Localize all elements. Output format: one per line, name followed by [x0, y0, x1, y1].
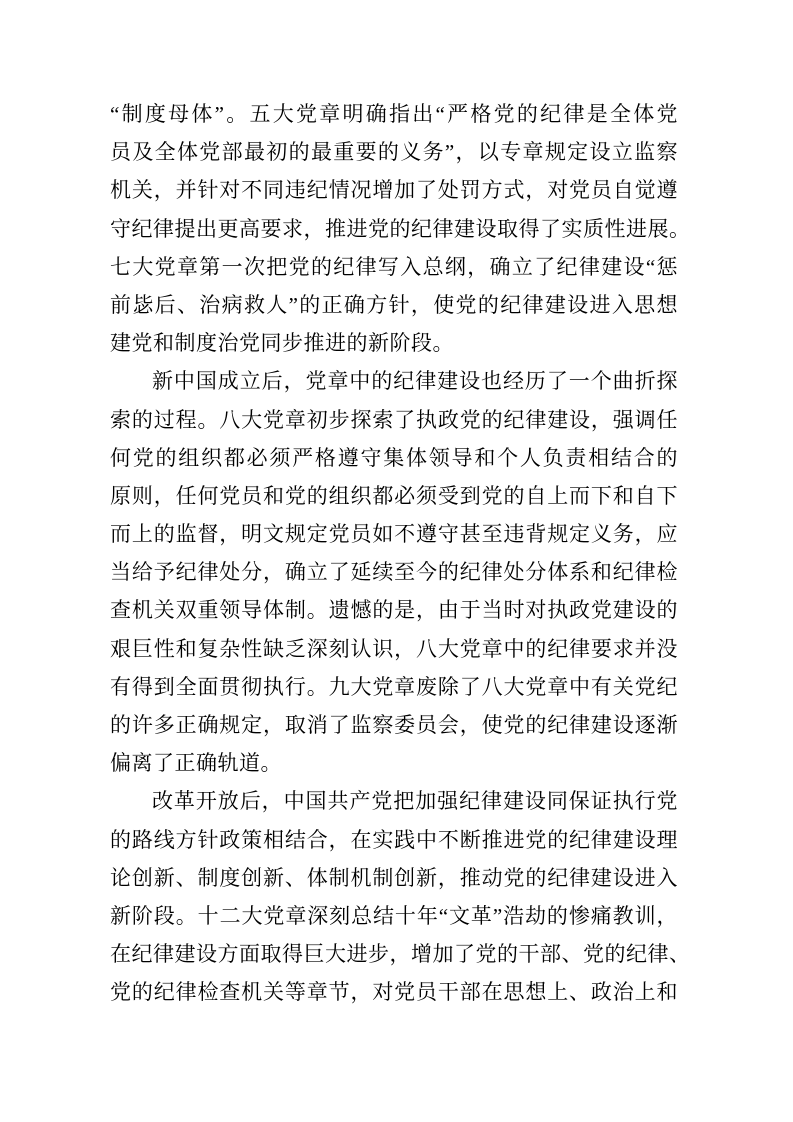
document-text-block	[110, 95, 691, 1012]
text-line: 在纪律建设方面取得巨大进步，增加了党的干部、党的纪律、	[110, 942, 691, 967]
text-line: 何党的组织都必须严格遵守集体领导和个人负责相结合的	[110, 445, 678, 470]
text-line: 改革开放后，中国共产党把加强纪律建设同保证执行党	[152, 789, 678, 814]
text-line: 新中国成立后，党章中的纪律建设也经历了一个曲折探	[152, 369, 678, 394]
text-line: 党的纪律检查机关等章节，对党员干部在思想上、政治上和	[110, 980, 678, 1005]
text-line: 机关，并针对不同违纪情况增加了处罚方式，对党员自觉遵	[110, 178, 678, 203]
text-line: “制度母体”。五大党章明确指出“严格党的纪律是全体党	[110, 102, 678, 126]
text-line: 艰巨性和复杂性缺乏深刻认识，八大党章中的纪律要求并没	[110, 636, 678, 661]
text-line: 建党和制度治党同步推进的新阶段。	[110, 331, 454, 356]
text-line: 的许多正确规定，取消了监察委员会，使党的纪律建设逐渐	[110, 713, 678, 737]
text-line: 查机关双重领导体制。遗憾的是，由于当时对执政党建设的	[110, 598, 678, 623]
text-line: 有得到全面贯彻执行。九大党章废除了八大党章中有关党纪	[110, 674, 678, 699]
paragraph	[110, 362, 678, 782]
text-line: 当给予纪律处分，确立了延续至今的纪律处分体系和纪律检	[110, 560, 678, 585]
text-line: 新阶段。十二大党章深刻总结十年“文革”浩劫的惨痛教训，	[110, 903, 678, 928]
text-line: 守纪律提出更高要求，推进党的纪律建设取得了实质性进展。	[110, 216, 691, 241]
text-line: 偏离了正确轨道。	[110, 751, 282, 776]
text-line: 论创新、制度创新、体制机制创新，推动党的纪律建设进入	[110, 865, 678, 890]
text-line: 原则，任何党员和党的组织都必须受到党的自上而下和自下	[110, 483, 678, 508]
text-line: 七大党章第一次把党的纪律写入总纲，确立了纪律建设“惩	[110, 254, 678, 279]
paragraph	[110, 782, 691, 1011]
text-line: 索的过程。八大党章初步探索了执政党的纪律建设，强调任	[110, 407, 678, 432]
text-line: 员及全体党部最初的最重要的义务”，以专章规定设立监察	[110, 140, 678, 165]
paragraph	[110, 95, 691, 362]
text-line: 的路线方针政策相结合，在实践中不断推进党的纪律建设理	[110, 827, 678, 852]
text-line: 前毖后、治病救人”的正确方针，使党的纪律建设进入思想	[110, 292, 678, 317]
text-line: 而上的监督，明文规定党员如不遵守甚至违背规定义务，应	[110, 522, 678, 547]
